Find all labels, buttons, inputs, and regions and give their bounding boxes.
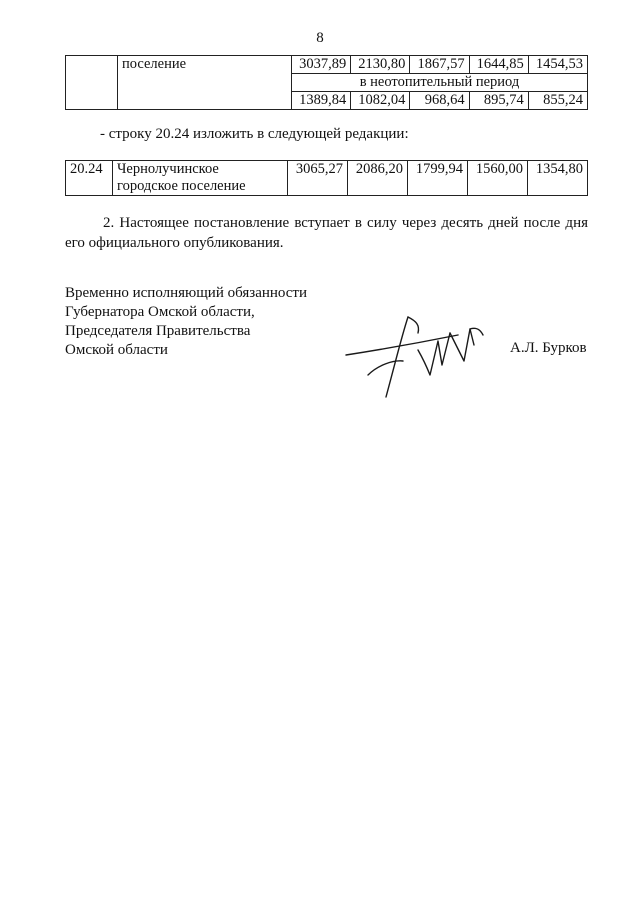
table-cell-value: 1354,80 (528, 161, 588, 196)
table-cell-value: 895,74 (469, 92, 528, 110)
table-cell-value: 1454,53 (528, 56, 587, 74)
signer-title-line: Губернатора Омской области, (65, 304, 255, 320)
instruction-line: - строку 20.24 изложить в следующей редакции: (100, 126, 409, 142)
signer-title-line: Временно исполняющий обязанности (65, 285, 308, 301)
table-cell-value: 2086,20 (348, 161, 408, 196)
page-number: 8 (316, 30, 324, 46)
table-cell-code (66, 56, 118, 110)
signer-name: А.Л. Бурков (510, 340, 587, 356)
table-cell-value: 2130,80 (351, 56, 410, 74)
table-cell-value: 3037,89 (292, 56, 351, 74)
table-cell-value: 1082,04 (351, 92, 410, 110)
table-cell-value: 968,64 (410, 92, 469, 110)
tariff-table-new-row (65, 160, 588, 196)
table-row (66, 56, 588, 74)
table-cell-label: поселение (118, 56, 292, 110)
tariff-table-continuation (65, 55, 588, 110)
signature-block (65, 284, 307, 360)
resolution-paragraph: 2. Настоящее постановление вступает в силу через десять дней после дня его официального опубликования. (65, 215, 588, 251)
table-row (66, 161, 588, 196)
handwritten-signature (338, 305, 498, 405)
signer-title-line: Председателя Правительства (65, 323, 251, 339)
table-subheader: в неотопительный период (292, 74, 588, 92)
table-cell-value: 855,24 (528, 92, 587, 110)
table-cell-label: Чернолучинское городское поселение (113, 161, 288, 196)
table-cell-value: 1799,94 (408, 161, 468, 196)
table-cell-value: 1867,57 (410, 56, 469, 74)
table-cell-value: 1389,84 (292, 92, 351, 110)
signer-title-line: Омской области (65, 342, 168, 358)
table-cell-value: 1644,85 (469, 56, 528, 74)
table-cell-value: 1560,00 (468, 161, 528, 196)
table-cell-value: 3065,27 (288, 161, 348, 196)
table-cell-code: 20.24 (66, 161, 113, 196)
